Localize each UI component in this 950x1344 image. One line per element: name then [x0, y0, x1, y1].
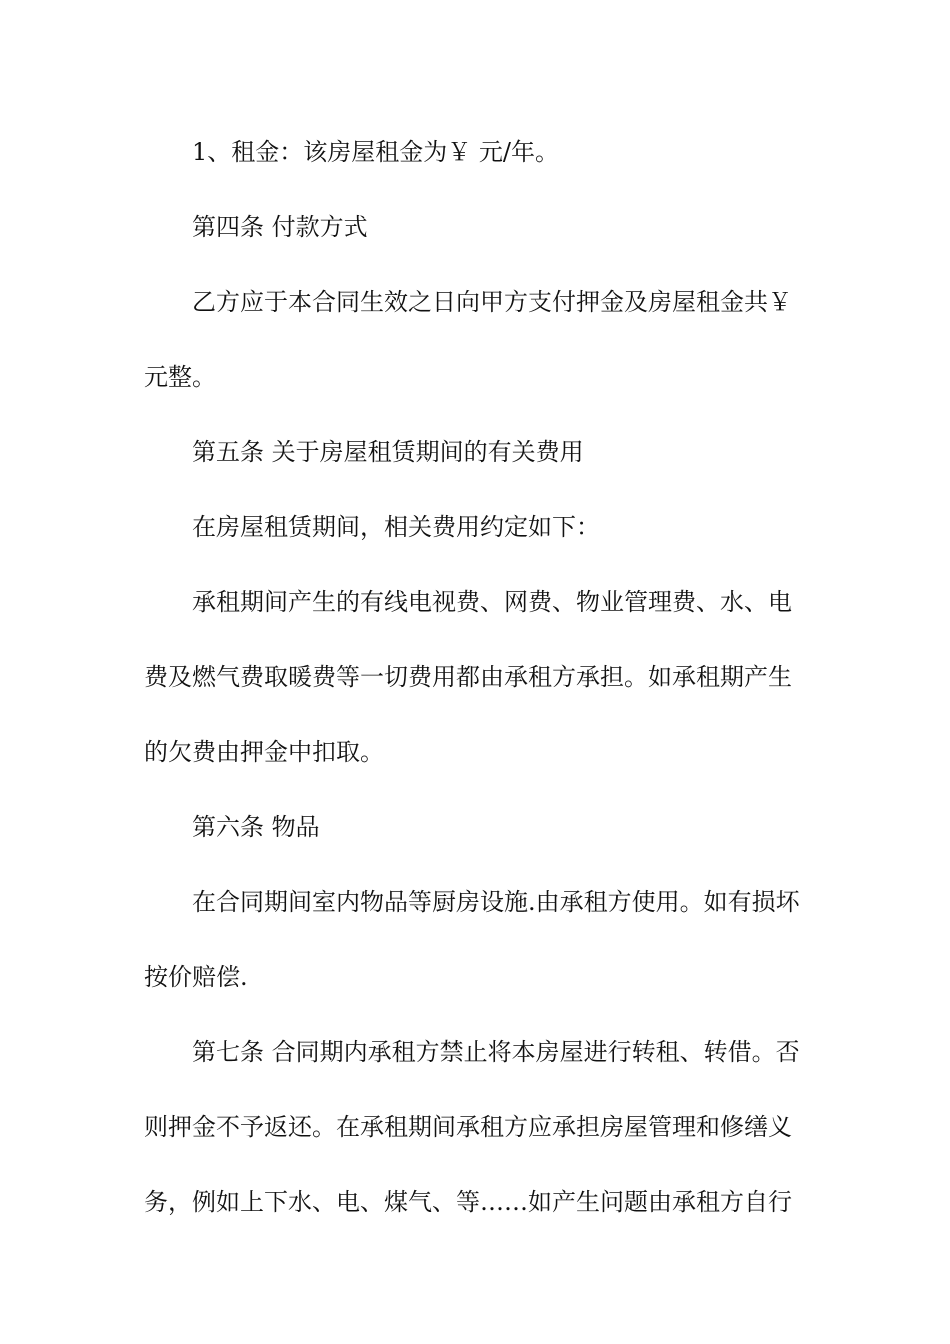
fees-paragraph-line-2: 费及燃气费取暖费等一切费用都由承租方承担。如承租期产生 [144, 663, 792, 691]
items-paragraph-line-1: 在合同期间室内物品等厨房设施.由承租方使用。如有损坏 [192, 888, 800, 916]
payment-paragraph-line-1: 乙方应于本合同生效之日向甲方支付押金及房屋租金共￥ [192, 288, 792, 316]
article-4-heading: 第四条 付款方式 [192, 213, 368, 241]
fees-paragraph-line-1: 承租期间产生的有线电视费、网费、物业管理费、水、电 [192, 588, 792, 616]
article-7-line-3: 务，例如上下水、电、煤气、等……如产生问题由承租方自行 [144, 1188, 792, 1216]
payment-paragraph-line-2: 元整。 [144, 363, 216, 391]
article-7-line-1: 第七条 合同期内承租方禁止将本房屋进行转租、转借。否 [192, 1038, 800, 1066]
article-5-heading: 第五条 关于房屋租赁期间的有关费用 [192, 438, 584, 466]
article-7-line-2: 则押金不予返还。在承租期间承租方应承担房屋管理和修缮义 [144, 1113, 792, 1141]
article-6-heading: 第六条 物品 [192, 813, 320, 841]
fees-intro-line: 在房屋租赁期间，相关费用约定如下： [192, 513, 600, 541]
rent-clause-line: 1、租金：该房屋租金为￥ 元/年。 [192, 138, 559, 166]
items-paragraph-line-2: 按价赔偿. [144, 963, 248, 991]
fees-paragraph-line-3: 的欠费由押金中扣取。 [144, 738, 384, 766]
document-body [144, 130, 806, 1255]
